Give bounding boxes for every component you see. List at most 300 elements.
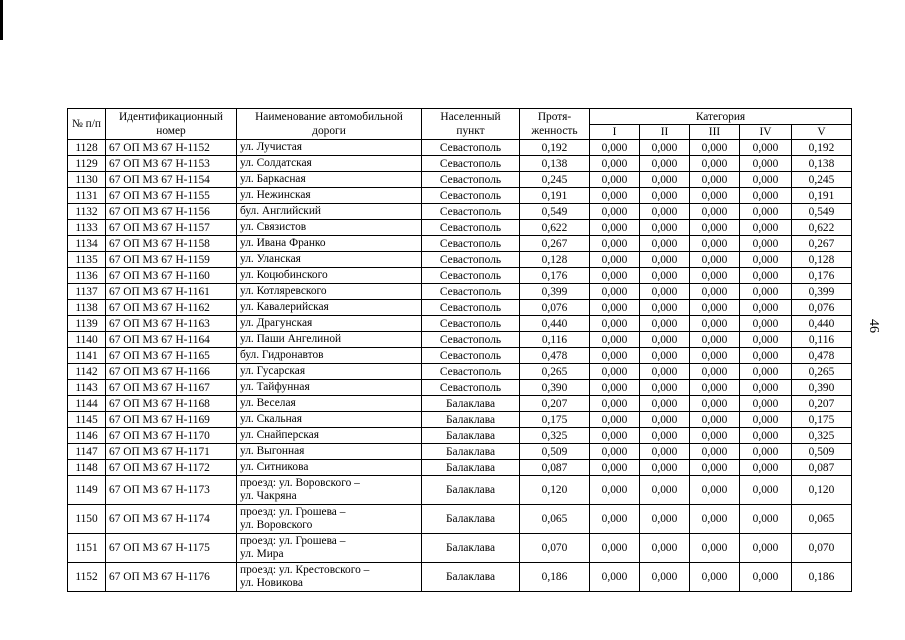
road-id: 67 ОП МЗ 67 Н-1153: [106, 156, 237, 172]
category-1-value: 0,000: [590, 300, 640, 316]
category-5-value: 0,399: [792, 284, 852, 300]
category-4-value: 0,000: [740, 252, 792, 268]
header-category-3: III: [690, 125, 740, 140]
header-category-5: V: [792, 125, 852, 140]
settlement: Севастополь: [422, 284, 520, 300]
category-4-value: 0,000: [740, 534, 792, 563]
road-name-line: ул. Нежинская: [240, 189, 311, 201]
settlement: Севастополь: [422, 252, 520, 268]
road-name: [237, 476, 422, 505]
category-2-value: 0,000: [640, 412, 690, 428]
road-id: 67 ОП МЗ 67 Н-1155: [106, 188, 237, 204]
table-row: [68, 204, 852, 220]
category-1-value: 0,000: [590, 268, 640, 284]
category-2-value: 0,000: [640, 505, 690, 534]
settlement: Севастополь: [422, 220, 520, 236]
road-name-line: ул. Драгунская: [240, 317, 313, 329]
category-5-value: 0,138: [792, 156, 852, 172]
road-name: [237, 364, 422, 380]
road-name: [237, 204, 422, 220]
category-1-value: 0,000: [590, 563, 640, 592]
category-2-value: 0,000: [640, 252, 690, 268]
row-number: 1145: [68, 412, 106, 428]
settlement: Севастополь: [422, 172, 520, 188]
category-5-value: 0,070: [792, 534, 852, 563]
road-name-line: ул. Коцюбинского: [240, 269, 328, 281]
settlement: Балаклава: [422, 505, 520, 534]
category-1-value: 0,000: [590, 380, 640, 396]
settlement: Севастополь: [422, 156, 520, 172]
category-3-value: 0,000: [690, 364, 740, 380]
category-3-value: 0,000: [690, 348, 740, 364]
header-category-2: II: [640, 125, 690, 140]
category-4-value: 0,000: [740, 316, 792, 332]
category-1-value: 0,000: [590, 534, 640, 563]
category-5-value: 0,325: [792, 428, 852, 444]
road-length: 0,186: [520, 563, 590, 592]
settlement: Севастополь: [422, 236, 520, 252]
category-3-value: 0,000: [690, 156, 740, 172]
road-name-line: ул. Уланская: [240, 253, 301, 265]
page-number: 46: [866, 319, 881, 333]
category-3-value: 0,000: [690, 563, 740, 592]
category-3-value: 0,000: [690, 140, 740, 156]
road-name-line: ул. Кавалерийская: [240, 301, 329, 313]
category-2-value: 0,000: [640, 172, 690, 188]
road-length: 0,087: [520, 460, 590, 476]
category-5-value: 0,120: [792, 476, 852, 505]
settlement: Севастополь: [422, 300, 520, 316]
category-2-value: 0,000: [640, 236, 690, 252]
table-row: [68, 505, 852, 534]
category-3-value: 0,000: [690, 428, 740, 444]
category-5-value: 0,509: [792, 444, 852, 460]
road-length: 0,070: [520, 534, 590, 563]
road-name: [237, 156, 422, 172]
road-name: [237, 460, 422, 476]
row-number: 1152: [68, 563, 106, 592]
road-name: [237, 444, 422, 460]
category-5-value: 0,478: [792, 348, 852, 364]
table-row: [68, 332, 852, 348]
table-row: [68, 140, 852, 156]
category-2-value: 0,000: [640, 476, 690, 505]
road-name: [237, 563, 422, 592]
category-5-value: 0,192: [792, 140, 852, 156]
road-name: [237, 412, 422, 428]
road-name: [237, 332, 422, 348]
road-id: 67 ОП МЗ 67 Н-1158: [106, 236, 237, 252]
road-name: [237, 505, 422, 534]
category-4-value: 0,000: [740, 412, 792, 428]
category-2-value: 0,000: [640, 300, 690, 316]
table-header-row: [68, 109, 852, 125]
category-1-value: 0,000: [590, 316, 640, 332]
road-id: 67 ОП МЗ 67 Н-1159: [106, 252, 237, 268]
category-1-value: 0,000: [590, 220, 640, 236]
category-2-value: 0,000: [640, 220, 690, 236]
category-3-value: 0,000: [690, 172, 740, 188]
road-id: 67 ОП МЗ 67 Н-1171: [106, 444, 237, 460]
table-row: [68, 428, 852, 444]
road-name-line: ул. Выгонная: [240, 445, 305, 457]
category-1-value: 0,000: [590, 348, 640, 364]
settlement: Балаклава: [422, 534, 520, 563]
category-4-value: 0,000: [740, 563, 792, 592]
road-length: 0,549: [520, 204, 590, 220]
road-name: [237, 188, 422, 204]
road-id: 67 ОП МЗ 67 Н-1166: [106, 364, 237, 380]
category-1-value: 0,000: [590, 252, 640, 268]
category-1-value: 0,000: [590, 332, 640, 348]
category-5-value: 0,245: [792, 172, 852, 188]
category-5-value: 0,622: [792, 220, 852, 236]
category-1-value: 0,000: [590, 476, 640, 505]
settlement: Севастополь: [422, 316, 520, 332]
settlement: Севастополь: [422, 348, 520, 364]
road-name: [237, 380, 422, 396]
category-3-value: 0,000: [690, 236, 740, 252]
category-3-value: 0,000: [690, 204, 740, 220]
category-4-value: 0,000: [740, 204, 792, 220]
road-name-line: ул. Мира: [240, 548, 284, 560]
road-name-line: ул. Снайперская: [240, 429, 319, 441]
row-number: 1147: [68, 444, 106, 460]
table-body: [68, 140, 852, 592]
category-4-value: 0,000: [740, 364, 792, 380]
category-1-value: 0,000: [590, 505, 640, 534]
road-name-line: ул. Ивана Франко: [240, 237, 326, 249]
road-length: 0,440: [520, 316, 590, 332]
road-length: 0,065: [520, 505, 590, 534]
category-3-value: 0,000: [690, 300, 740, 316]
category-2-value: 0,000: [640, 348, 690, 364]
road-name: [237, 268, 422, 284]
category-3-value: 0,000: [690, 534, 740, 563]
category-3-value: 0,000: [690, 284, 740, 300]
road-name: [237, 300, 422, 316]
table-row: [68, 236, 852, 252]
category-2-value: 0,000: [640, 396, 690, 412]
header-name: Наименование автомобильной дороги: [237, 109, 422, 140]
table-row: [68, 284, 852, 300]
road-id: 67 ОП МЗ 67 Н-1162: [106, 300, 237, 316]
table-row: [68, 412, 852, 428]
category-4-value: 0,000: [740, 268, 792, 284]
category-2-value: 0,000: [640, 380, 690, 396]
category-1-value: 0,000: [590, 172, 640, 188]
category-5-value: 0,267: [792, 236, 852, 252]
table-row: [68, 444, 852, 460]
header-place: Населенный пункт: [422, 109, 520, 140]
table-row: [68, 300, 852, 316]
row-number: 1151: [68, 534, 106, 563]
table-row: [68, 348, 852, 364]
row-number: 1132: [68, 204, 106, 220]
table-row: [68, 563, 852, 592]
category-5-value: 0,065: [792, 505, 852, 534]
road-id: 67 ОП МЗ 67 Н-1176: [106, 563, 237, 592]
road-name-line: ул. Воровского: [240, 519, 313, 531]
settlement: Севастополь: [422, 380, 520, 396]
category-5-value: 0,265: [792, 364, 852, 380]
road-id: 67 ОП МЗ 67 Н-1161: [106, 284, 237, 300]
category-4-value: 0,000: [740, 284, 792, 300]
road-name-line: ул. Тайфунная: [240, 381, 310, 393]
row-number: 1128: [68, 140, 106, 156]
category-4-value: 0,000: [740, 396, 792, 412]
road-length: 0,128: [520, 252, 590, 268]
category-4-value: 0,000: [740, 172, 792, 188]
category-4-value: 0,000: [740, 428, 792, 444]
road-name-line: ул. Ситникова: [240, 461, 309, 473]
road-name: [237, 348, 422, 364]
row-number: 1138: [68, 300, 106, 316]
category-1-value: 0,000: [590, 428, 640, 444]
road-name-line: ул. Связистов: [240, 221, 307, 233]
category-5-value: 0,191: [792, 188, 852, 204]
category-3-value: 0,000: [690, 268, 740, 284]
category-1-value: 0,000: [590, 204, 640, 220]
table-row: [68, 268, 852, 284]
road-name: [237, 172, 422, 188]
category-4-value: 0,000: [740, 140, 792, 156]
road-name: [237, 220, 422, 236]
table-row: [68, 364, 852, 380]
category-2-value: 0,000: [640, 156, 690, 172]
road-length: 0,622: [520, 220, 590, 236]
category-2-value: 0,000: [640, 563, 690, 592]
category-1-value: 0,000: [590, 412, 640, 428]
category-3-value: 0,000: [690, 396, 740, 412]
road-id: 67 ОП МЗ 67 Н-1157: [106, 220, 237, 236]
category-4-value: 0,000: [740, 348, 792, 364]
category-3-value: 0,000: [690, 188, 740, 204]
road-length: 0,325: [520, 428, 590, 444]
table-row: [68, 156, 852, 172]
category-3-value: 0,000: [690, 316, 740, 332]
row-number: 1131: [68, 188, 106, 204]
road-id: 67 ОП МЗ 67 Н-1169: [106, 412, 237, 428]
row-number: 1150: [68, 505, 106, 534]
road-name: [237, 284, 422, 300]
road-name-line: проезд: ул. Грошева –: [240, 506, 346, 518]
table-row: [68, 252, 852, 268]
roads-table: [67, 108, 852, 592]
row-number: 1139: [68, 316, 106, 332]
category-1-value: 0,000: [590, 188, 640, 204]
category-4-value: 0,000: [740, 444, 792, 460]
category-5-value: 0,087: [792, 460, 852, 476]
category-1-value: 0,000: [590, 156, 640, 172]
row-number: 1135: [68, 252, 106, 268]
road-length: 0,267: [520, 236, 590, 252]
category-1-value: 0,000: [590, 364, 640, 380]
road-id: 67 ОП МЗ 67 Н-1172: [106, 460, 237, 476]
road-length: 0,509: [520, 444, 590, 460]
row-number: 1134: [68, 236, 106, 252]
category-3-value: 0,000: [690, 332, 740, 348]
road-id: 67 ОП МЗ 67 Н-1174: [106, 505, 237, 534]
category-5-value: 0,076: [792, 300, 852, 316]
road-id: 67 ОП МЗ 67 Н-1156: [106, 204, 237, 220]
road-id: 67 ОП МЗ 67 Н-1170: [106, 428, 237, 444]
row-number: 1133: [68, 220, 106, 236]
road-name-line: ул. Котляревского: [240, 285, 327, 297]
road-id: 67 ОП МЗ 67 Н-1164: [106, 332, 237, 348]
row-number: 1143: [68, 380, 106, 396]
row-number: 1148: [68, 460, 106, 476]
road-length: 0,265: [520, 364, 590, 380]
road-length: 0,175: [520, 412, 590, 428]
header-id: Идентификационный номер: [106, 109, 237, 140]
road-length: 0,120: [520, 476, 590, 505]
row-number: 1146: [68, 428, 106, 444]
category-2-value: 0,000: [640, 204, 690, 220]
category-2-value: 0,000: [640, 364, 690, 380]
category-4-value: 0,000: [740, 156, 792, 172]
category-5-value: 0,549: [792, 204, 852, 220]
row-number: 1130: [68, 172, 106, 188]
settlement: Севастополь: [422, 188, 520, 204]
category-4-value: 0,000: [740, 332, 792, 348]
category-3-value: 0,000: [690, 444, 740, 460]
settlement: Севастополь: [422, 268, 520, 284]
road-name-line: ул. Паши Ангелиной: [240, 333, 342, 345]
scan-edge-mark: [0, 0, 3, 40]
category-5-value: 0,116: [792, 332, 852, 348]
category-1-value: 0,000: [590, 396, 640, 412]
road-name-line: проезд: ул. Воровского –: [240, 477, 360, 489]
category-2-value: 0,000: [640, 188, 690, 204]
settlement: Балаклава: [422, 428, 520, 444]
row-number: 1141: [68, 348, 106, 364]
header-category-1: I: [590, 125, 640, 140]
road-length: 0,176: [520, 268, 590, 284]
table-row: [68, 476, 852, 505]
row-number: 1149: [68, 476, 106, 505]
road-id: 67 ОП МЗ 67 Н-1168: [106, 396, 237, 412]
table-row: [68, 172, 852, 188]
row-number: 1142: [68, 364, 106, 380]
row-number: 1129: [68, 156, 106, 172]
road-name-line: ул. Гусарская: [240, 365, 306, 377]
category-5-value: 0,390: [792, 380, 852, 396]
road-length: 0,191: [520, 188, 590, 204]
row-number: 1136: [68, 268, 106, 284]
road-length: 0,399: [520, 284, 590, 300]
table-row: [68, 460, 852, 476]
category-3-value: 0,000: [690, 380, 740, 396]
category-4-value: 0,000: [740, 300, 792, 316]
category-3-value: 0,000: [690, 505, 740, 534]
settlement: Балаклава: [422, 444, 520, 460]
category-5-value: 0,128: [792, 252, 852, 268]
category-5-value: 0,440: [792, 316, 852, 332]
settlement: Балаклава: [422, 476, 520, 505]
category-1-value: 0,000: [590, 444, 640, 460]
category-2-value: 0,000: [640, 428, 690, 444]
settlement: Севастополь: [422, 364, 520, 380]
category-3-value: 0,000: [690, 460, 740, 476]
road-name-line: ул. Веселая: [240, 397, 296, 409]
category-5-value: 0,186: [792, 563, 852, 592]
category-1-value: 0,000: [590, 460, 640, 476]
category-3-value: 0,000: [690, 412, 740, 428]
road-name: [237, 316, 422, 332]
table-row: [68, 316, 852, 332]
header-length: Протя-женность: [520, 109, 590, 140]
header-category-4: IV: [740, 125, 792, 140]
category-5-value: 0,207: [792, 396, 852, 412]
category-5-value: 0,175: [792, 412, 852, 428]
road-id: 67 ОП МЗ 67 Н-1173: [106, 476, 237, 505]
table-row: [68, 396, 852, 412]
category-3-value: 0,000: [690, 476, 740, 505]
header-category: Категория: [590, 109, 852, 125]
road-name-line: бул. Английский: [240, 205, 322, 217]
table-row: [68, 380, 852, 396]
road-name-line: проезд: ул. Крестовского –: [240, 564, 370, 576]
road-name: [237, 252, 422, 268]
road-id: 67 ОП МЗ 67 Н-1152: [106, 140, 237, 156]
road-name-line: ул. Лучистая: [240, 141, 303, 153]
settlement: Балаклава: [422, 460, 520, 476]
category-4-value: 0,000: [740, 476, 792, 505]
category-4-value: 0,000: [740, 236, 792, 252]
settlement: Балаклава: [422, 563, 520, 592]
category-2-value: 0,000: [640, 444, 690, 460]
road-length: 0,207: [520, 396, 590, 412]
road-length: 0,390: [520, 380, 590, 396]
category-1-value: 0,000: [590, 140, 640, 156]
category-4-value: 0,000: [740, 188, 792, 204]
settlement: Севастополь: [422, 140, 520, 156]
category-2-value: 0,000: [640, 534, 690, 563]
road-name-line: ул. Солдатская: [240, 157, 312, 169]
row-number: 1137: [68, 284, 106, 300]
road-name-line: ул. Чакряна: [240, 490, 297, 502]
table-row: [68, 220, 852, 236]
category-2-value: 0,000: [640, 460, 690, 476]
row-number: 1144: [68, 396, 106, 412]
road-length: 0,245: [520, 172, 590, 188]
header-num: № п/п: [68, 109, 106, 140]
category-1-value: 0,000: [590, 284, 640, 300]
road-id: 67 ОП МЗ 67 Н-1154: [106, 172, 237, 188]
category-4-value: 0,000: [740, 220, 792, 236]
road-length: 0,076: [520, 300, 590, 316]
settlement: Севастополь: [422, 332, 520, 348]
road-name-line: ул. Скальная: [240, 413, 302, 425]
category-2-value: 0,000: [640, 316, 690, 332]
road-name: [237, 534, 422, 563]
table-row: [68, 188, 852, 204]
category-3-value: 0,000: [690, 252, 740, 268]
row-number: 1140: [68, 332, 106, 348]
road-name: [237, 236, 422, 252]
road-id: 67 ОП МЗ 67 Н-1165: [106, 348, 237, 364]
road-id: 67 ОП МЗ 67 Н-1160: [106, 268, 237, 284]
road-name-line: ул. Новикова: [240, 577, 303, 589]
road-length: 0,138: [520, 156, 590, 172]
category-1-value: 0,000: [590, 236, 640, 252]
road-length: 0,478: [520, 348, 590, 364]
category-3-value: 0,000: [690, 220, 740, 236]
category-5-value: 0,176: [792, 268, 852, 284]
category-2-value: 0,000: [640, 268, 690, 284]
road-name-line: ул. Баркасная: [240, 173, 306, 185]
